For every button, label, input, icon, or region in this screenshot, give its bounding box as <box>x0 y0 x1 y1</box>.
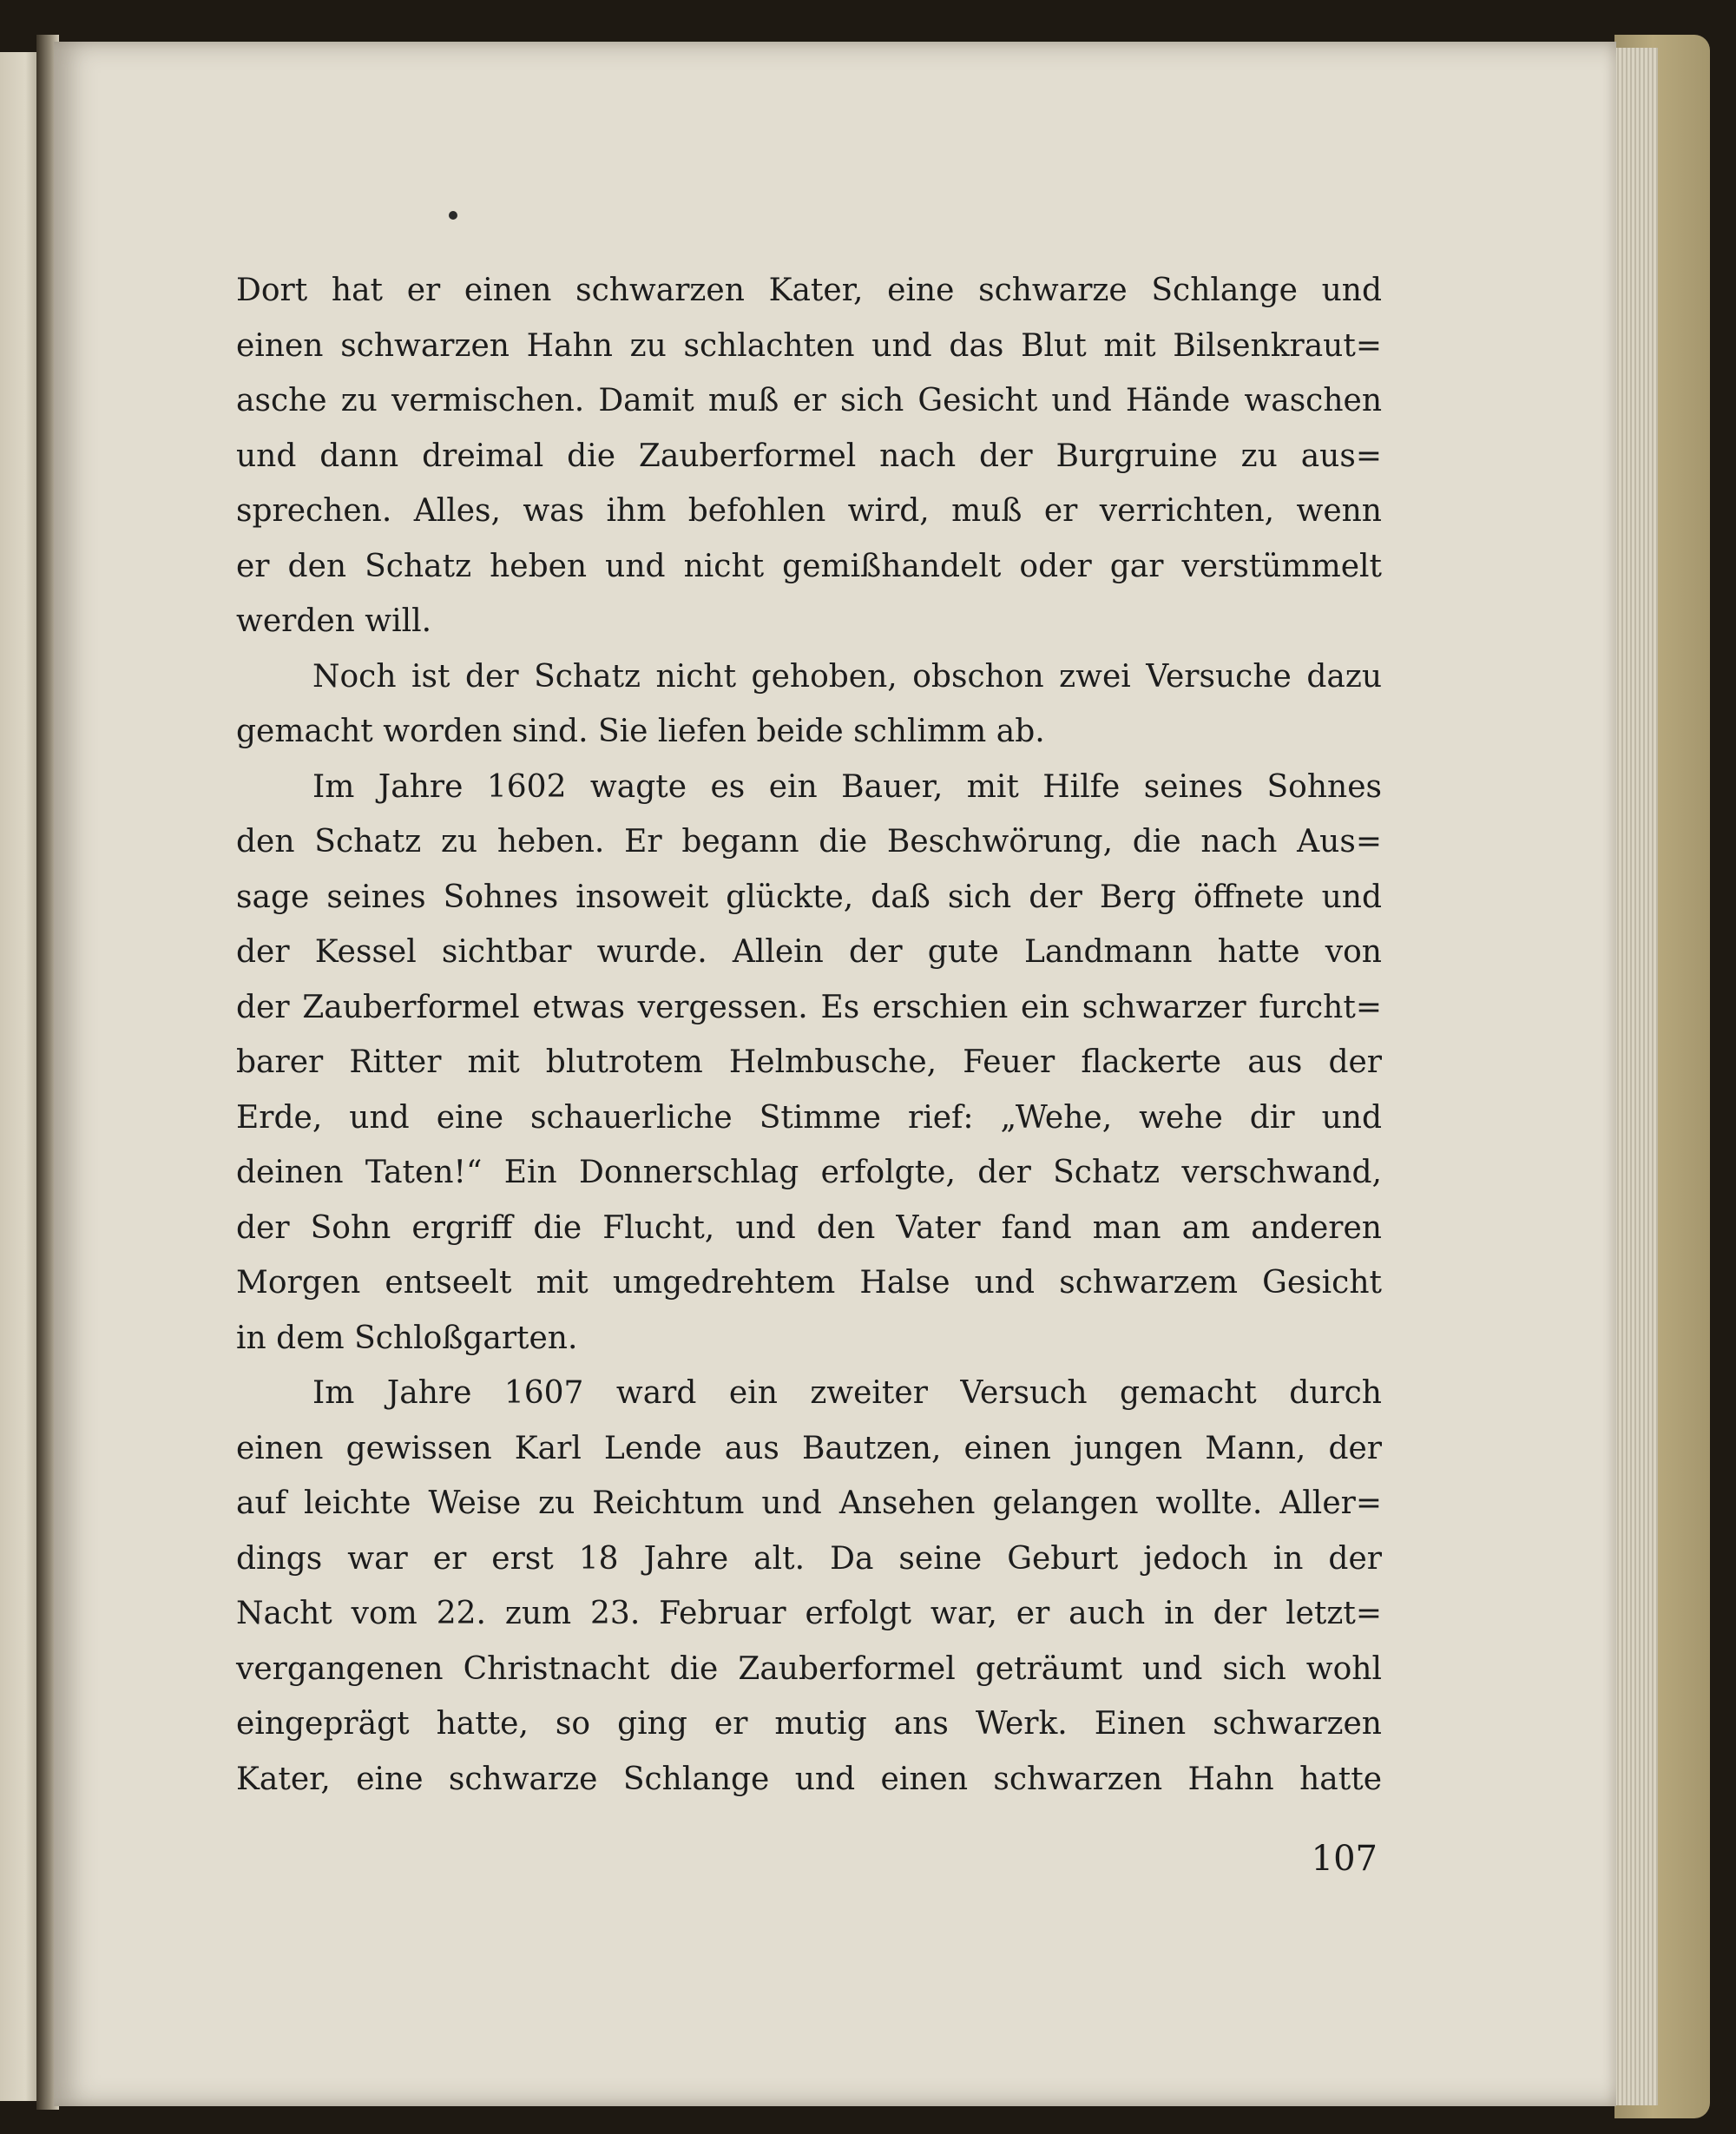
left-page-edge <box>0 52 39 2101</box>
text-line: barer Ritter mit blutrotem Helmbusche, Feuer flackerte aus der <box>236 1044 1382 1080</box>
text-line: deinen Taten!“ Ein Donnerschlag erfolgte, der Schatz verschwand, <box>236 1155 1382 1190</box>
text-line: der Kessel sichtbar wurde. Allein der gute Landmann hatte von <box>236 934 1382 970</box>
text-line: und dann dreimal die Zauberformel nach der Burgruine zu aus= <box>236 438 1382 474</box>
text-line: vergangenen Christnacht die Zauberformel geträumt und sich wohl <box>236 1650 1382 1687</box>
text-line: werden will. <box>236 603 432 639</box>
text-line: asche zu vermischen. Damit muß er sich Gesicht und Hände waschen <box>236 383 1382 418</box>
text-line: sprechen. Alles, was ihm befohlen wird, muß er verrichten, wenn <box>236 493 1382 529</box>
text-line: sage seines Sohnes insoweit glückte, daß sich der Berg öffnete und <box>236 879 1382 915</box>
text-line: einen gewissen Karl Lende aus Bautzen, einen jungen Mann, der <box>236 1430 1382 1466</box>
text-line: Erde, und eine schauerliche Stimme rief: „Wehe, wehe dir und <box>236 1099 1382 1136</box>
book-page <box>54 42 1616 2106</box>
text-line: Morgen entseelt mit umgedrehtem Halse und schwarzem Gesicht <box>236 1265 1382 1301</box>
text-line: Im Jahre 1602 wagte es ein Bauer, mit Hilfe seines Sohnes <box>312 768 1382 805</box>
text-line: gemacht worden sind. Sie liefen beide schlimm ab. <box>236 714 1045 749</box>
text-line: Im Jahre 1607 ward ein zweiter Versuch gemacht durch <box>312 1375 1382 1411</box>
text-line: Nacht vom 22. zum 23. Februar erfolgt war, er auch in der letzt= <box>236 1596 1382 1631</box>
text-line: Noch ist der Schatz nicht gehoben, obschon zwei Versuche dazu <box>312 658 1382 695</box>
text-line: Dort hat er einen schwarzen Kater, eine schwarze Schlange und <box>236 273 1382 308</box>
text-line: eingeprägt hatte, so ging er mutig ans Werk. Einen schwarzen <box>236 1706 1382 1742</box>
text-line: der Sohn ergriff die Flucht, und den Vater fand man am anderen <box>236 1209 1382 1246</box>
text-line: der Zauberformel etwas vergessen. Es erschien ein schwarzer furcht= <box>236 989 1382 1025</box>
page-stack-edge <box>1610 48 1658 2105</box>
page-number: 107 <box>1311 1839 1378 1879</box>
text-line: einen schwarzen Hahn zu schlachten und das Blut mit Bilsenkraut= <box>236 327 1382 364</box>
ink-dot <box>449 211 457 220</box>
text-line: auf leichte Weise zu Reichtum und Ansehen gelangen wollte. Aller= <box>236 1485 1382 1521</box>
text-line: Kater, eine schwarze Schlange und einen schwarzen Hahn hatte <box>236 1761 1382 1797</box>
text-line: dings war er erst 18 Jahre alt. Da seine Geburt jedoch in der <box>236 1540 1382 1577</box>
page-body-text <box>236 263 1382 1807</box>
text-line: in dem Schloßgarten. <box>236 1320 578 1356</box>
text-line: den Schatz zu heben. Er begann die Beschwörung, die nach Aus= <box>236 824 1382 860</box>
text-line: er den Schatz heben und nicht gemißhandelt oder gar verstümmelt <box>236 548 1382 584</box>
